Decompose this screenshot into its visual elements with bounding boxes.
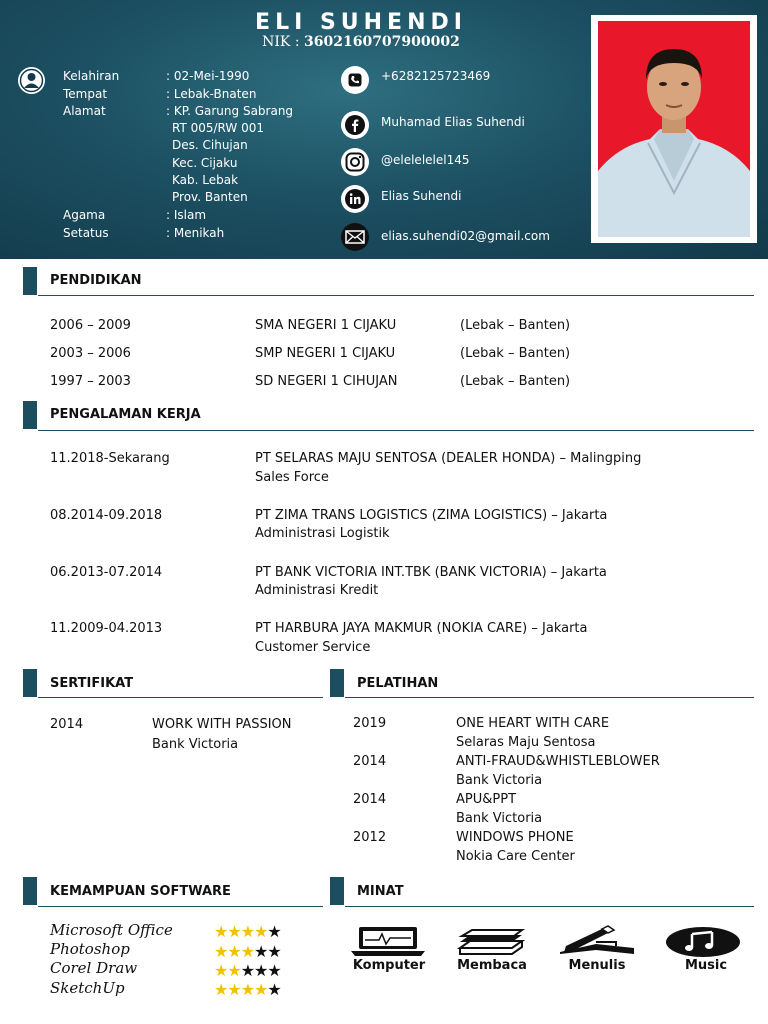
section-divider [38,697,323,698]
education-place: (Lebak – Banten) [460,374,571,389]
certificate-title: WORK WITH PASSION [152,717,292,732]
person-icon [18,67,45,94]
info-value: Prov. Banten [172,190,248,204]
experience-role: Administrasi Logistik [255,526,390,541]
experience-company: PT SELARAS MAJU SENTOSA (DEALER HONDA) – Malingping [255,451,642,466]
section-divider [38,295,754,296]
section-marker [23,669,37,697]
rating-stars [214,942,281,961]
training-year: 2019 [353,716,387,731]
info-value: : Islam [166,208,207,222]
star-filled-icon: ★ [227,922,241,941]
star-filled-icon: ★ [214,961,228,980]
education-place: (Lebak – Banten) [460,318,571,333]
section-title-software: KEMAMPUAN SOFTWARE [50,884,231,899]
pen-writing-icon [556,924,636,960]
rating-stars [214,922,281,941]
star-filled-icon: ★ [254,980,268,999]
section-divider [345,906,754,907]
star-empty-icon: ★ [254,961,268,980]
experience-period: 11.2009-04.2013 [50,621,163,636]
education-years: 1997 – 2003 [50,374,131,389]
training-year: 2012 [353,830,387,845]
info-label: Kelahiran [63,69,120,83]
rating-stars [214,980,281,999]
experience-period: 08.2014-09.2018 [50,508,163,523]
section-title-minat: MINAT [357,884,404,899]
linkedin-name: Elias Suhendi [381,189,462,203]
interest-label: Membaca [457,958,527,973]
phone-icon [341,66,369,94]
profile-photo [591,15,757,243]
software-name: Microsoft Office [50,921,173,939]
interest-label: Komputer [352,958,426,973]
experience-period: 11.2018-Sekarang [50,451,170,466]
section-divider [345,697,754,698]
star-filled-icon: ★ [254,922,268,941]
info-label: Alamat [63,104,106,118]
laptop-icon [349,924,427,962]
star-filled-icon: ★ [214,922,228,941]
section-title-pengalaman: PENGALAMAN KERJA [50,407,201,422]
info-value: Des. Cihujan [172,138,248,152]
star-empty-icon: ★ [267,961,281,980]
section-title-pendidikan: PENDIDIKAN [50,273,142,288]
info-value: : 02-Mei-1990 [166,69,250,83]
info-value: : Lebak-Bnaten [166,87,257,101]
info-value: Kab. Lebak [172,173,239,187]
education-school: SMP NEGERI 1 CIJAKU [255,346,396,361]
section-marker [330,669,344,697]
star-empty-icon: ★ [267,922,281,941]
interest-label: Music [684,958,728,973]
star-filled-icon: ★ [214,980,228,999]
education-school: SD NEGERI 1 CIHUJAN [255,374,398,389]
star-empty-icon: ★ [267,942,281,961]
training-year: 2014 [353,792,387,807]
section-marker [23,401,37,429]
training-title: WINDOWS PHONE [456,830,574,845]
star-empty-icon: ★ [254,942,268,961]
facebook-icon [341,111,369,139]
star-filled-icon: ★ [227,980,241,999]
training-title: APU&PPT [456,792,517,807]
star-filled-icon: ★ [240,922,255,941]
info-value: Kec. Cijaku [172,156,238,170]
training-issuer: Nokia Care Center [456,849,575,864]
linkedin-icon [341,185,369,213]
experience-company: PT ZIMA TRANS LOGISTICS (ZIMA LOGISTICS) – Jakarta [255,508,608,523]
interest-label: Menulis [568,958,626,973]
section-title-pelatihan: PELATIHAN [357,676,439,691]
experience-role: Customer Service [255,640,371,655]
music-note-icon [664,926,742,962]
star-empty-icon: ★ [267,980,281,999]
education-years: 2003 – 2006 [50,346,131,361]
experience-role: Administrasi Kredit [255,583,379,598]
star-filled-icon: ★ [240,942,255,961]
nik-value: 3602160707900002 [304,34,460,50]
experience-period: 06.2013-07.2014 [50,565,163,580]
full-name: ELI SUHENDI [255,10,467,35]
info-label: Tempat [63,87,108,101]
star-filled-icon: ★ [240,980,255,999]
experience-company: PT HARBURA JAYA MAKMUR (NOKIA CARE) – Jakarta [255,621,588,636]
info-label: Setatus [63,226,109,240]
experience-role: Sales Force [255,470,329,485]
email-icon [341,223,369,251]
experience-company: PT BANK VICTORIA INT.TBK (BANK VICTORIA) – Jakarta [255,565,607,580]
nik-label: NIK : [262,34,300,50]
education-place: (Lebak – Banten) [460,346,571,361]
software-name: Photoshop [50,940,130,958]
phone-number: +6282125723469 [381,69,491,83]
software-name: SketchUp [50,979,125,997]
certificate-issuer: Bank Victoria [152,737,239,752]
email-address: elias.suhendi02@gmail.com [381,229,550,243]
section-divider [38,430,754,431]
education-school: SMA NEGERI 1 CIJAKU [255,318,397,333]
training-issuer: Selaras Maju Sentosa [456,735,596,750]
star-filled-icon: ★ [227,942,241,961]
info-value: : Menikah [166,226,225,240]
section-marker [330,877,344,905]
facebook-name: Muhamad Elias Suhendi [381,115,525,129]
books-icon [454,926,526,960]
software-name: Corel Draw [50,959,138,977]
info-value: RT 005/RW 001 [172,121,264,135]
training-title: ANTI-FRAUD&WHISTLEBLOWER [456,754,660,769]
rating-stars [214,961,281,980]
section-marker [23,267,37,295]
section-title-sertifikat: SERTIFIKAT [50,676,134,691]
education-years: 2006 – 2009 [50,318,131,333]
star-empty-icon: ★ [240,961,255,980]
instagram-icon [341,148,369,176]
star-filled-icon: ★ [227,961,241,980]
training-issuer: Bank Victoria [456,811,543,826]
section-divider [38,906,323,907]
section-marker [23,877,37,905]
training-year: 2014 [353,754,387,769]
info-label: Agama [63,208,106,222]
training-issuer: Bank Victoria [456,773,543,788]
certificate-year: 2014 [50,717,84,732]
star-filled-icon: ★ [214,942,228,961]
header-banner [0,0,768,259]
instagram-handle: @elelelelel145 [381,153,470,167]
portrait-image [598,21,750,237]
info-value: : KP. Garung Sabrang [166,104,294,118]
training-title: ONE HEART WITH CARE [456,716,610,731]
